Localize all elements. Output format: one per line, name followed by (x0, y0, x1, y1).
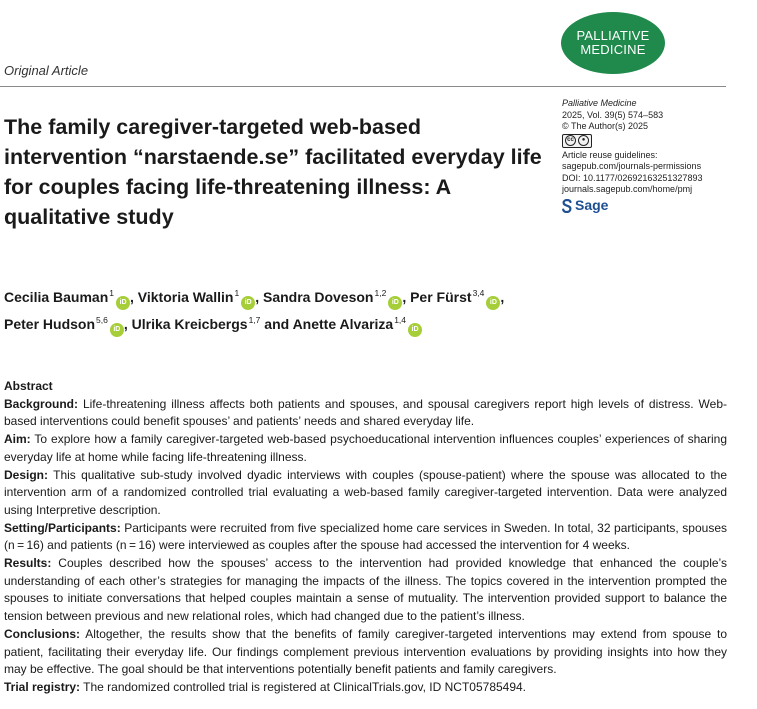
author-separator: , (402, 289, 407, 305)
article-type-label: Original Article (4, 63, 89, 78)
author-name: Per Fürst (410, 289, 472, 305)
author-separator: and (260, 316, 290, 332)
abstract-section-text: Participants were recruited from five specialized home care services in Sweden. In total, 32 participants, spouses (n = 16) and patients (n = 16) were interviewed as couples after the spouse had accessed the intervention for 4 weeks. (4, 520, 727, 553)
journal-logo (561, 12, 665, 74)
author-affiliation: 1,4 (394, 315, 407, 325)
cc-license-icon[interactable] (562, 134, 592, 148)
abstract-section-label: Conclusions: (4, 626, 81, 641)
abstract-section-label: Setting/Participants: (4, 520, 121, 535)
abstract-section-text: This qualitative sub-study involved dyadic interviews with couples (spouse-patient) where the spouse was allocated to the intervention arm of a randomized controlled trial evaluating a web-based family caregiver-targeted intervention. Data were analyzed using Interpretive description. (4, 467, 727, 517)
author-name: Cecilia Bauman (4, 289, 109, 305)
abstract-sections (4, 396, 727, 697)
author-affiliation: 1,2 (374, 288, 387, 298)
abstract-section-label: Design: (4, 467, 49, 482)
abstract-section (4, 396, 727, 431)
doi[interactable]: DOI: 10.1177/02692163251327893 (562, 172, 703, 183)
author-name: Ulrika Kreicbergs (131, 316, 248, 332)
author-affiliation: 3,4 (472, 288, 485, 298)
orcid-icon[interactable]: iD (241, 296, 255, 310)
reuse-guidelines-label: Article reuse guidelines: (562, 149, 658, 160)
abstract-section-label: Trial registry: (4, 679, 81, 694)
author-name: Anette Alvariza (292, 316, 394, 332)
abstract-section-text: The randomized controlled trial is registered at ClinicalTrials.gov, ID NCT05785494. (83, 679, 527, 694)
author-affiliation: 5,6 (96, 315, 108, 325)
orcid-icon[interactable]: iD (110, 323, 124, 337)
article-title: The family caregiver-targeted web-based intervention “narstaende.se” facilitated everyday life for couples facing life-threatening illness: A qualitative study (4, 115, 542, 229)
abstract-section-label: Results: (4, 556, 52, 571)
abstract-section-text: Altogether, the results show that the benefits of family caregiver-targeted interventions may extend from spouse to patient, facilitating their everyday life. Our findings complement previous intervention evaluations by providing insights into how they may be effective. The goal should be that interventions potentially benefit patients and family caregivers. (4, 626, 727, 677)
abstract-section-text: Couples described how the spouses’ access to the intervention had provided knowledge that enhanced the couple’s understanding of each other’s strategies for managing the impacts of the illness. The topics covered in the intervention prompted the spouses to initiate conversations that helped couples maintain a sense of mutuality. The intervention provided support to balance the tension between previous and new relational roles, which had changed due to the patient’s illness. (4, 556, 727, 624)
copyright: © The Author(s) 2025 (562, 121, 649, 131)
orcid-icon[interactable]: iD (116, 296, 130, 310)
journal-home-link[interactable]: journals.sagepub.com/home/pmj (562, 184, 693, 194)
author-affiliation: 1 (234, 288, 240, 298)
article-metadata (562, 98, 742, 213)
abstract-section-label: Background: (4, 396, 79, 411)
abstract-section (4, 555, 727, 626)
abstract-section-text: Life-threatening illness affects both patients and spouses, and spousal caregivers report high levels of distress. Web-based interventions could benefit spouses’ and patients’ needs and shared everyday life. (4, 396, 727, 429)
abstract-section (4, 520, 727, 555)
sage-s-icon (562, 199, 572, 213)
abstract-section (4, 626, 727, 679)
author-separator: , (130, 289, 134, 305)
author-separator: , (500, 289, 505, 305)
abstract-section (4, 679, 727, 697)
author-affiliation: 1,7 (248, 315, 261, 325)
abstract-section-label: Aim: (4, 432, 31, 447)
journal-name: Palliative Medicine (562, 98, 637, 108)
logo-line-1: PALLIATIVE (576, 28, 650, 43)
logo-line-2: MEDICINE (580, 42, 646, 57)
author-affiliation: 1 (109, 288, 114, 298)
author-separator: , (255, 289, 260, 305)
orcid-icon[interactable]: iD (486, 296, 500, 310)
header-divider (0, 86, 726, 87)
publisher-logo (562, 196, 742, 213)
abstract (4, 378, 727, 697)
abstract-heading: Abstract (4, 379, 53, 393)
author-name: Peter Hudson (4, 316, 96, 332)
abstract-section (4, 431, 727, 466)
author-separator: , (123, 316, 128, 332)
publisher-name: Sage (575, 196, 609, 213)
abstract-section (4, 467, 727, 520)
orcid-icon[interactable]: iD (408, 323, 422, 337)
abstract-section-text: To explore how a family caregiver-targeted web-based psychoeducational intervention influences couples’ experiences of sharing everyday life at home while facing life-threatening illness. (4, 432, 727, 464)
author-list (4, 283, 744, 337)
cc-mark: cc (565, 135, 576, 146)
reuse-guidelines-link[interactable]: sagepub.com/journals-permissions (562, 161, 702, 171)
citation: 2025, Vol. 39(5) 574–583 (562, 109, 664, 120)
orcid-icon[interactable]: iD (388, 296, 402, 310)
author-name: Viktoria Wallin (137, 289, 234, 305)
author-name: Sandra Doveson (263, 289, 374, 305)
by-person-icon: ● (578, 135, 589, 146)
